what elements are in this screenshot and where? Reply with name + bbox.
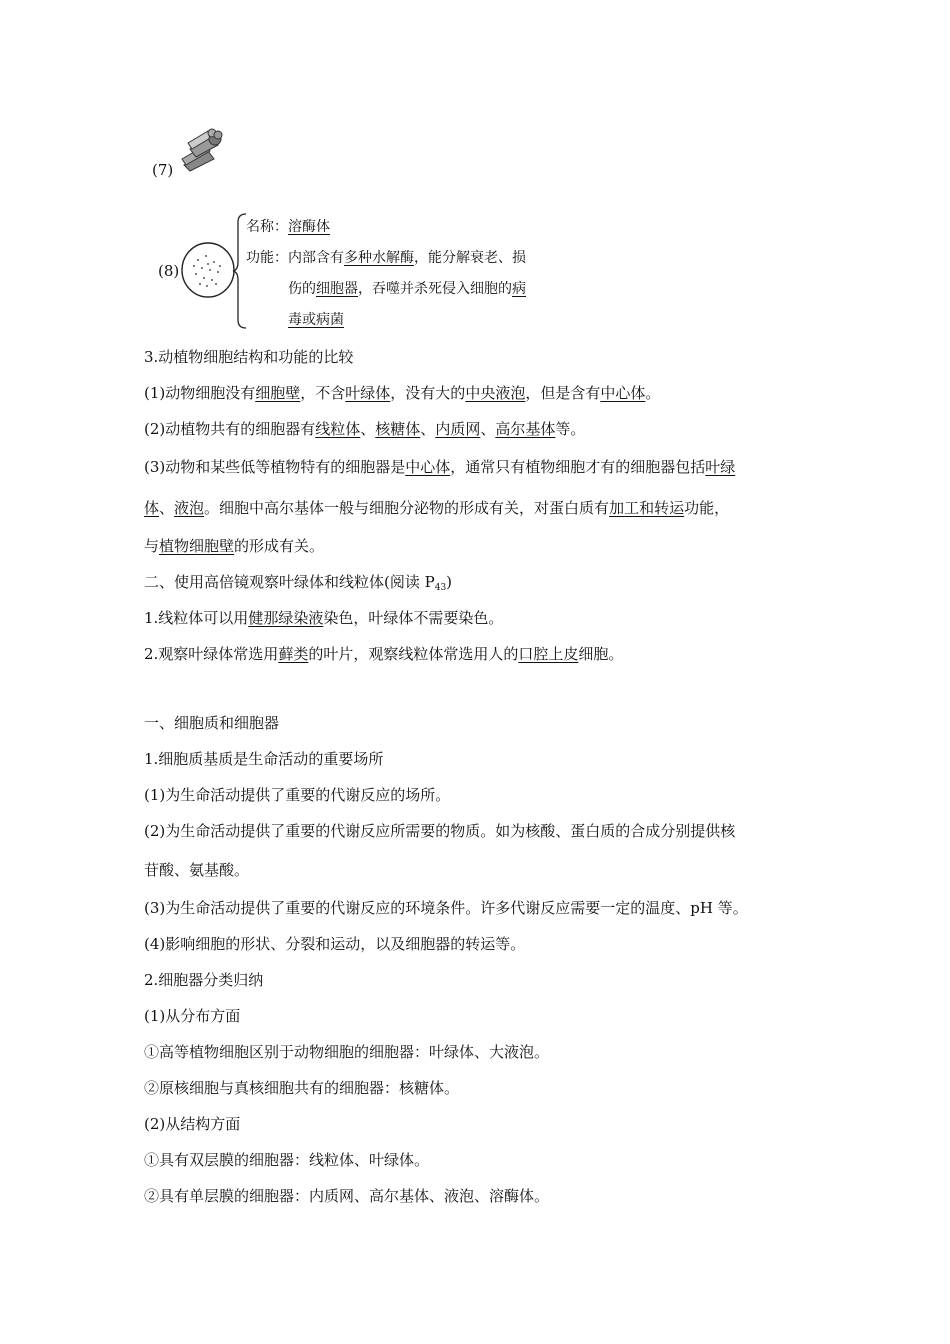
section-3-para-2: (2)动植物共有的细胞器有线粒体、核糖体、内质网、高尔基体等。 (144, 420, 586, 438)
part-1-item-2: (2)为生命活动提供了重要的代谢反应所需要的物质。如为核酸、蛋白质的合成分别提供核 (144, 822, 736, 840)
part-1-title: 一、细胞质和细胞器 (144, 714, 280, 732)
section-3-para-3-cont: 体、液泡。细胞中高尔基体一般与细胞分泌物的形成有关，对蛋白质有加工和转运功能， (144, 499, 730, 517)
part-1-structure-b: ②具有单层膜的细胞器：内质网、高尔基体、液泡、溶酶体。 (144, 1187, 550, 1205)
section-2-para-2: 2.观察叶绿体常选用藓类的叶片，观察线粒体常选用人的口腔上皮细胞。 (144, 645, 624, 663)
lysosome-figure-icon (178, 240, 238, 300)
part-1-structure-heading: (2)从结构方面 (144, 1115, 241, 1133)
part-1-subtitle-2: 2.细胞器分类归纳 (144, 971, 264, 989)
part-1-item-3: (3)为生命活动提供了重要的代谢反应的环境条件。许多代谢反应需要一定的温度、pH 等。 (144, 899, 748, 917)
part-1-item-2-cont: 苷酸、氨基酸。 (144, 861, 250, 879)
part-1-item-4: (4)影响细胞的形状、分裂和运动，以及细胞器的转运等。 (144, 935, 526, 953)
figure-8-label: (8) (158, 262, 180, 280)
part-1-distribution-b: ②原核细胞与真核细胞共有的细胞器：核糖体。 (144, 1079, 460, 1097)
centriole-figure-icon (178, 125, 228, 173)
lysosome-function-line-3: 毒或病菌 (288, 312, 344, 328)
part-1-distribution-a: ①高等植物细胞区别于动物细胞的细胞器：叶绿体、大液泡。 (144, 1043, 550, 1061)
section-3-para-3-end: 与植物细胞壁的形成有关。 (144, 537, 325, 555)
figure-7-label: (7) (152, 161, 174, 179)
part-1-item-1: (1)为生命活动提供了重要的代谢反应的场所。 (144, 786, 451, 804)
section-3-title: 3.动植物细胞结构和功能的比较 (144, 348, 354, 366)
part-1-structure-a: ①具有双层膜的细胞器：线粒体、叶绿体。 (144, 1151, 430, 1169)
part-1-distribution-heading: (1)从分布方面 (144, 1007, 241, 1025)
part-1-subtitle-1: 1.细胞质基质是生命活动的重要场所 (144, 750, 384, 768)
lysosome-function-line-1: 功能：内部含有多种水解酶，能分解衰老、损 (246, 250, 526, 266)
section-3-para-3: (3)动物和某些低等植物特有的细胞器是中心体，通常只有植物细胞才有的细胞器包括叶绿 (144, 458, 736, 476)
lysosome-name-line: 名称：溶酶体 (246, 219, 330, 235)
lysosome-function-line-2: 伤的细胞器，吞噬并杀死侵入细胞的病 (288, 281, 526, 297)
section-2-title: 二、使用高倍镜观察叶绿体和线粒体(阅读 $P_{43}$) (144, 573, 453, 593)
section-3-para-1: (1)动物细胞没有细胞壁，不含叶绿体，没有大的中央液泡，但是含有中心体。 (144, 384, 661, 402)
section-2-para-1: 1.线粒体可以用健那绿染液染色，叶绿体不需要染色。 (144, 609, 504, 627)
